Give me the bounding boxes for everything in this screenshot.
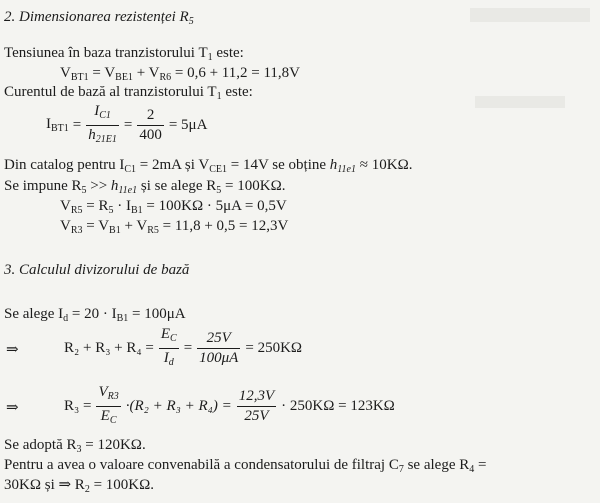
- implies-arrow: ⇒: [6, 342, 19, 358]
- fraction: $\frac{2}{400}$: [139, 106, 162, 143]
- bleed-through-smudge: [470, 8, 590, 22]
- fraction: $\frac{I_{C1}}{h_{21E1}}$: [88, 102, 117, 145]
- equation-vr3: $V_{R3} = V_{B1} + V_{R5} = 11,8 + 0,5 = 12,3V$: [60, 218, 289, 236]
- equation-r3: R₃ = $\frac{V_{R3}}{E_C}$ ·(R₂ + R₃ + R₄) = $\frac{12,3V}{25V}$ · 250KΩ = 123KΩ: [62, 384, 397, 428]
- fraction: $\frac{E_C}{I_d}$: [160, 325, 177, 368]
- fraction: $\frac{25V}{100\mu A}$: [199, 329, 239, 366]
- bleed-through-smudge: [475, 96, 565, 108]
- equation-ibt1: $I_{BT1}$ = $\frac{I_{C1}}{h_{21E1}}$ = $\frac{2}{400}$ = 5μA: [44, 103, 209, 147]
- equation-vr5: $V_{R5} = R_5 \cdot I_{B1} = 100K\Omega \cdot 5\mu A = 0,5V$: [60, 198, 287, 216]
- implies-arrow: ⇒: [6, 400, 19, 416]
- fraction: $\frac{V_{R3}}{E_C}$: [98, 383, 119, 426]
- text-line: Pentru a avea o valoare convenabilă a condensatorului de filtraj $C_7$ se alege $R_4$ =: [4, 457, 487, 475]
- text-line: 30KΩ și ⇒ $R_2 = 100K\Omega$.: [4, 477, 155, 495]
- equation-vbt1: $V_{BT1} = V_{BE1} + V_{R6} = 0,6 + 11,2 = 11,8V$: [60, 65, 300, 83]
- text-line: Tensiunea în baza tranzistorului $T_1$ este:: [4, 45, 244, 63]
- section-heading-3: 3. Calculul divizorului de bază: [4, 262, 190, 278]
- text-line: Se adoptă $R_3 = 120K\Omega$.: [4, 437, 146, 455]
- text-line: Se alege $I_d = 20 \cdot I_{B1} = 100\mu A$: [4, 306, 186, 324]
- fraction: $\frac{12,3V}{25V}$: [238, 387, 275, 424]
- equation-rsum: R₂ + R₃ + R₄ = $\frac{E_C}{I_d}$ = $\frac{25V}{100\mu A}$ = 250KΩ: [62, 326, 304, 370]
- text-line: Curentul de bază al tranzistorului $T_1$ este:: [4, 84, 253, 102]
- text-line: Din catalog pentru $I_{C1} = 2mA$ și $V_{CE1} = 14V$ se obține $h_{11e1} \approx 10K\Omega$.: [4, 157, 413, 175]
- text-line: Se impune $R_5 >> h_{11e1}$ și se alege $R_5 = 100K\Omega$.: [4, 178, 286, 196]
- section-heading-2: 2. Dimensionarea rezistenței $R_5$: [4, 9, 194, 27]
